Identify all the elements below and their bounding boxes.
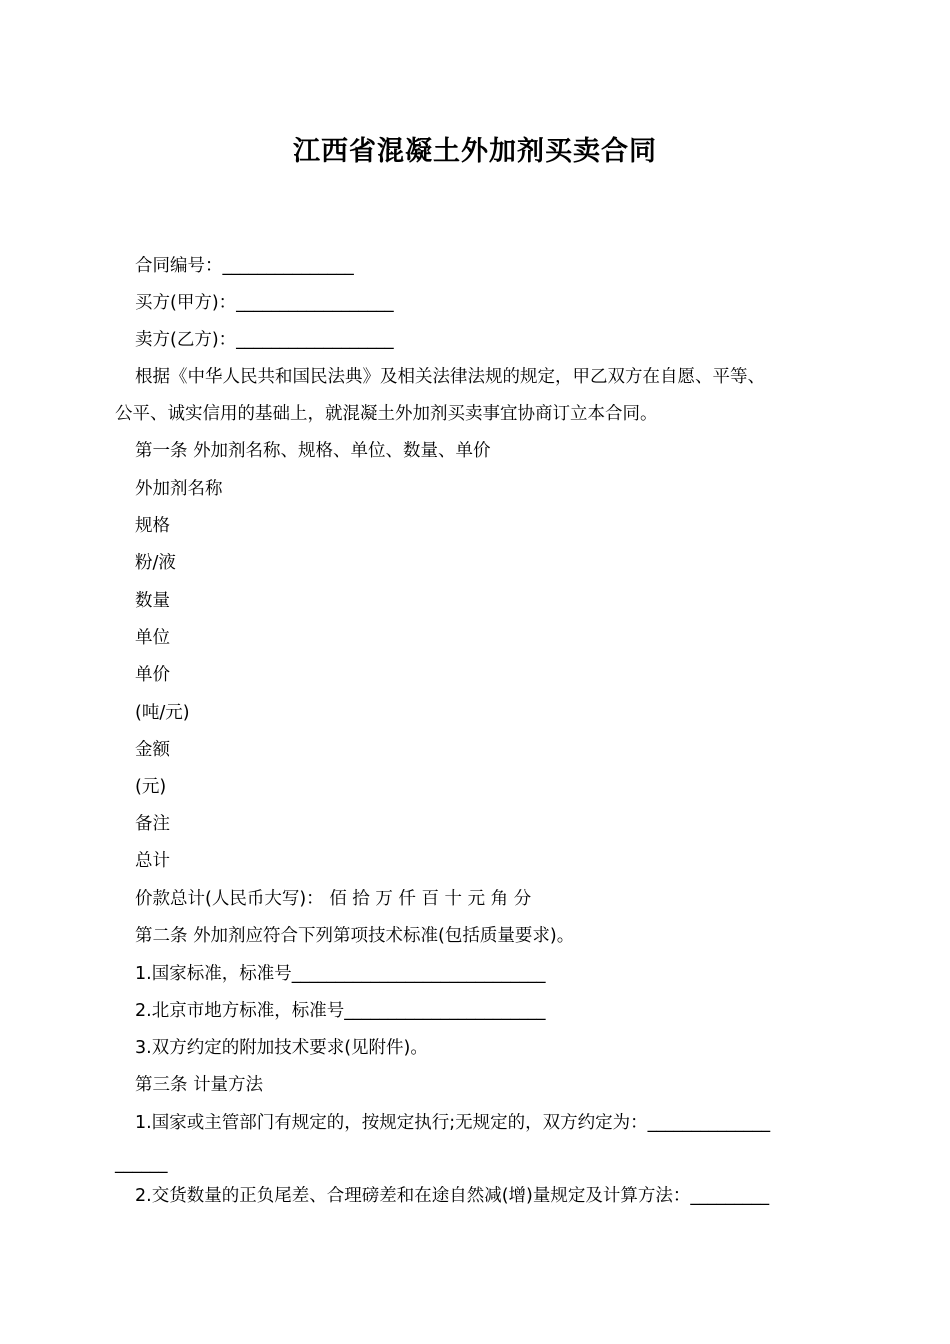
total-in-words-line: 价款总计(人民币大写)： 佰 拾 万 仟 百 十 元 角 分 — [135, 889, 532, 909]
item-name-label: 外加剂名称 — [135, 479, 223, 499]
measurement-rule-line: 1.国家或主管部门有规定的，按规定执行;无规定的，双方约定为：______________ — [135, 1113, 771, 1133]
unit-label: 单位 — [135, 628, 170, 648]
additional-requirements-line: 3.双方约定的附加技术要求(见附件)。 — [135, 1038, 428, 1058]
form-label: 粉/液 — [135, 553, 176, 573]
beijing-standard-line: 2.北京市地方标准，标准号_______________________ — [135, 1001, 546, 1021]
preamble-line-1: 根据《中华人民共和国民法典》及相关法律法规的规定，甲乙双方在自愿、平等、 — [135, 367, 765, 387]
contract-number-line: 合同编号：_______________ — [135, 256, 354, 276]
tolerance-rule-line: 2.交货数量的正负尾差、合理磅差和在途自然减(增)量规定及计算方法：_________ — [135, 1186, 770, 1206]
remarks-label: 备注 — [135, 814, 170, 834]
unit-price-label: 单价 — [135, 665, 170, 685]
amount-label: 金额 — [135, 740, 170, 760]
seller-line: 卖方(乙方)：__________________ — [135, 330, 394, 350]
measurement-rule-continuation: ______ — [115, 1154, 168, 1174]
buyer-line: 买方(甲方)：__________________ — [135, 293, 394, 313]
preamble-line-2: 公平、诚实信用的基础上，就混凝土外加剂买卖事宜协商订立本合同。 — [115, 404, 658, 424]
article-3-heading: 第三条 计量方法 — [135, 1075, 264, 1095]
national-standard-line: 1.国家标准，标准号_____________________________ — [135, 964, 546, 984]
article-1-heading: 第一条 外加剂名称、规格、单位、数量、单价 — [135, 441, 491, 461]
article-2-heading: 第二条 外加剂应符合下列第项技术标准(包括质量要求)。 — [135, 926, 575, 946]
amount-unit: (元) — [135, 777, 167, 797]
total-label: 总计 — [135, 851, 170, 871]
document-title: 江西省混凝土外加剂买卖合同 — [293, 136, 657, 167]
unit-price-unit: (吨/元) — [135, 703, 190, 723]
quantity-label: 数量 — [135, 591, 170, 611]
spec-label: 规格 — [135, 516, 170, 536]
